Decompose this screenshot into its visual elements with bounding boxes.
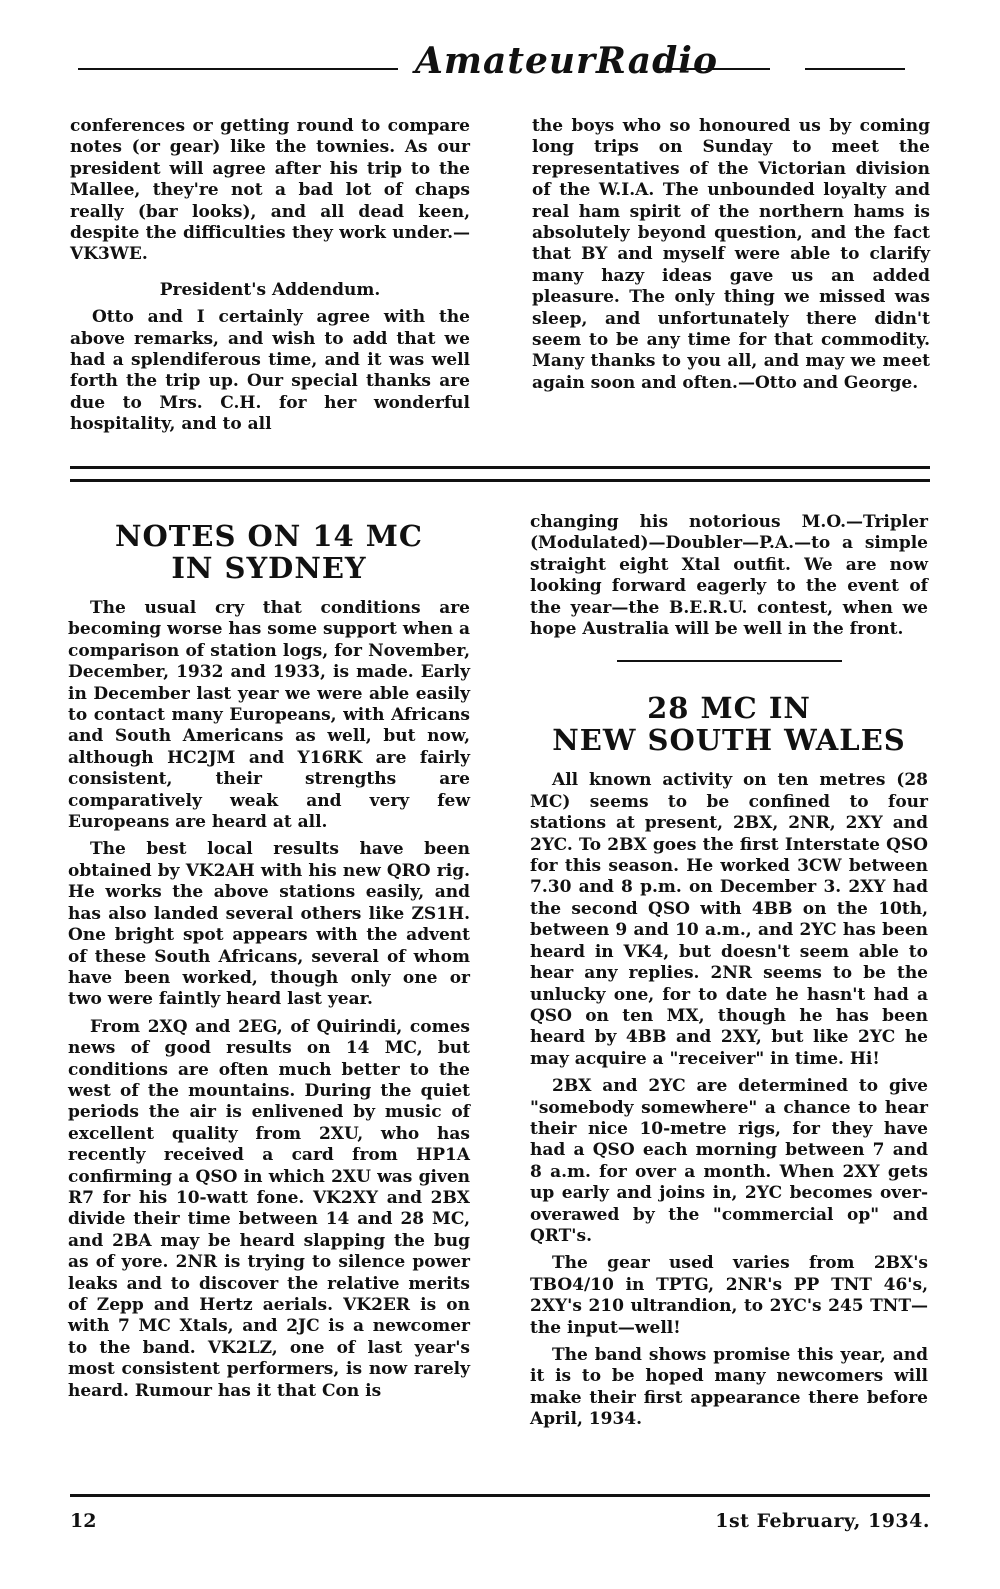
masthead-rule-right-short bbox=[805, 68, 905, 70]
heading-line: NEW SOUTH WALES bbox=[552, 723, 906, 758]
paragraph: The usual cry that conditions are becoming worse has some support when a comparison of station logs, for November, December, 1932 and 1933, is made. Early in December last year we were able easily to contact many Europeans, with Africans and South Americans as well, but now, although HC2JM and Y16RK are fairly consistent, their strengths are comparatively weak and very few Europeans are heard at all. bbox=[68, 598, 470, 833]
right-lower-column bbox=[530, 512, 928, 1437]
paragraph: the boys who so honoured us by coming long trips on Sunday to meet the representatives of the Victorian division of the W.I.A. The unbounded loyalty and real ham spirit of the northern hams is absolutely beyond question, and the fact that BY and myself were able to clarify many hazy ideas gave us an added pleasure. The only thing we missed was sleep, and unfortunately there didn't seem to be any time for that commodity. Many thanks to you all, and may we meet again soon and often.—Otto and George. bbox=[532, 116, 930, 393]
top-left-column bbox=[70, 116, 470, 442]
paragraph: The gear used varies from 2BX's TBO4/10 in TPTG, 2NR's PP TNT 46's, 2XY's 210 ultrandion, to 2YC's 245 TNT—the input—well! bbox=[530, 1253, 928, 1338]
article-heading bbox=[530, 692, 928, 756]
paragraph: 2BX and 2YC are determined to give "somebody somewhere" a chance to hear their nice 10-metre rigs, for they have had a QSO each morning between 7 and 8 a.m. for over a month. When 2XY gets up early and joins in, 2YC becomes over-overawed by the "commercial op" and QRT's. bbox=[530, 1076, 928, 1246]
top-right-column bbox=[532, 116, 930, 400]
heading-line: NOTES ON 14 MC bbox=[115, 519, 423, 553]
issue-date: 1st February, 1934. bbox=[715, 1510, 930, 1532]
paragraph: changing his notorious M.O.—Tripler (Modulated)—Doubler—P.A.—to a simple straight eight Xtal outfit. We are now looking forward eagerly to the event of the year—the B.E.R.U. contest, when we hope Australia will be well in the front. bbox=[530, 512, 928, 640]
masthead-title: AmateurRadio bbox=[415, 40, 718, 82]
subheading: President's Addendum. bbox=[159, 279, 381, 300]
paragraph: All known activity on ten metres (28 MC) seems to be confined to four stations at present, 2BX, 2NR, 2XY and 2YC. To 2BX goes the first Interstate QSO for this season. He worked 3CW between 7.30 and 8 p.m. on December 3. 2XY had the second QSO with 4BB on the 10th, between 9 and 10 a.m., and 2YC has been heard in VK4, but doesn't seem able to hear any replies. 2NR seems to be the unlucky one, for to date he hasn't had a QSO on ten MX, though he has been heard by 4BB and 2XY, but like 2YC he may acquire a "receiver" in time. Hi! bbox=[530, 770, 928, 1069]
footer-rule bbox=[70, 1494, 930, 1497]
masthead-rule-right bbox=[655, 68, 770, 70]
section-divider bbox=[70, 466, 930, 482]
paragraph: Otto and I certainly agree with the above remarks, and wish to add that we had a splendiferous time, and it was well forth the trip up. Our special thanks are due to Mrs. C.H. for her wonderful hospitality, and to all bbox=[70, 307, 470, 435]
paragraph: conferences or getting round to compare notes (or gear) like the townies. As our president will agree after his trip to the Mallee, they're not a bad lot of chaps really (bar looks), and all dead keen, despite the difficulties they work under.—VK3WE. bbox=[70, 116, 470, 265]
article-heading bbox=[68, 520, 470, 584]
paragraph: The best local results have been obtained by VK2AH with his new QRO rig. He works the above stations easily, and has also landed several others like ZS1H. One bright spot appears with the advent of these South Africans, several of whom have been worked, though only one or two were faintly heard last year. bbox=[68, 839, 470, 1010]
heading-line: 28 MC IN bbox=[647, 691, 811, 726]
article-sydney-column bbox=[68, 512, 470, 1408]
masthead bbox=[70, 40, 930, 100]
masthead-rule-left bbox=[78, 68, 398, 70]
page-number: 12 bbox=[70, 1510, 97, 1532]
paragraph: The band shows promise this year, and it is to be hoped many newcomers will make their first appearance there before April, 1934. bbox=[530, 1345, 928, 1430]
article-separator bbox=[617, 660, 842, 662]
paragraph: From 2XQ and 2EG, of Quirindi, comes news of good results on 14 MC, but conditions are often much better to the west of the mountains. During the quiet periods the air is enlivened by music of excellent quality from 2XU, who has recently received a card from HP1A confirming a QSO in which 2XU was given R7 for his 10-watt fone. VK2XY and 2BX divide their time between 14 and 28 MC, and 2BA may be heard slapping the bug as of yore. 2NR is trying to silence power leaks and to discover the relative merits of Zepp and Hertz aerials. VK2ER is on with 7 MC Xtals, and 2JC is a newcomer to the band. VK2LZ, one of last year's most consistent performers, is now rarely heard. Rumour has it that Con is bbox=[68, 1016, 470, 1401]
heading-line: IN SYDNEY bbox=[171, 551, 367, 585]
